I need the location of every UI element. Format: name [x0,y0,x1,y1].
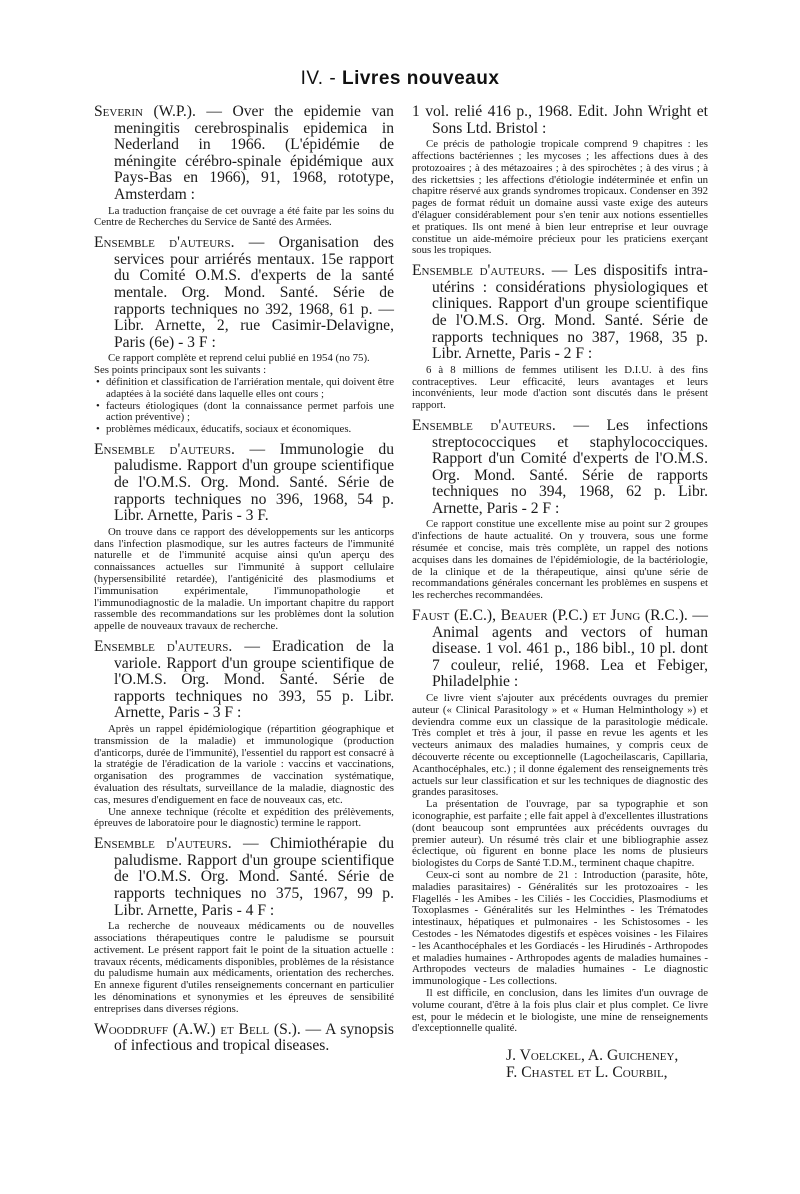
book-entry [412,608,708,1035]
entry-summary [94,724,394,830]
summary-paragraph: La recherche de nouveaux médicaments ou de nouvelles associations thérapeutiques contre le paludisme se poursuit activement. Le présent rapport fait le point de la situation actuelle : travaux récents, médicaments disponibles, problèmes de la résistance du paludisme humain aux médicaments, orientation des recherches. En annexe figurent d'utiles renseignements concernant en particulier les dénominations et synonymies et les épreuves de sensibilité entreprises dans diverses régions. [94,920,394,1015]
entry-reference: — A synopsis of infectious and tropical diseases. [114,1020,394,1055]
entry-heading [412,608,708,691]
book-entry [412,263,708,412]
entry-summary [94,353,394,436]
book-entry [94,1022,394,1055]
entry-heading [412,263,708,363]
entry-reference: — Over the epidemie van meningitis cerebrospinalis epidemica in Nederland in 1966. (L'épidémie de méningite cérébro-spinale épidémique aux Pays-Bas en 1966), 91, 1968, rototype, Amsterdam : [114,103,394,203]
entry-reference: — Animal agents and vectors of human disease. 1 vol. 461 p., 186 bibl., 10 pl. dont 7 couleur, relié, 1968. Lea et Febiger, Philadelphie : [432,607,709,691]
entry-author: Ensemble d'auteurs. [412,262,545,280]
entry-heading [94,836,394,919]
summary-paragraph: Ce rapport constitue une excellente mise au point sur 2 groupes d'infections de haute actualité. On y trouvera, sous une forme résumée et concise, mais très complète, un rappel des notions acquises dans les domaines de l'épidémiologie, de la bactériologie, de la clinique et de la thérapeutique, ainsi qu'une série de recommandations générales concernant les problèmes en suspens et les recherches recommandées. [412,518,708,602]
entry-summary [412,139,708,257]
title-dash: - [329,68,337,89]
summary-paragraph: Ce livre vient s'ajouter aux précédents ouvrages du premier auteur (« Clinical Parasitology » et « Human Helminthology ») et deviendra comme eux un classique de la parasitologie médicale. Très complet et très à jour, il passe en revue les agents et les vecteurs animaux des maladies humaines, y compris ceux de découverte récente ou exceptionnelle (Lagocheilascaris, Capillaria, Acanthocéphales, etc.) ; il donne également des renseignements très actuels sur leur classification et sur les techniques de diagnostic des grandes parasitoses. [412,692,708,799]
entry-author: Ensemble d'auteurs. [94,234,235,252]
entry-reference: — Chimiothérapie du paludisme. Rapport d'un groupe scientifique de l'O.M.S. Org. Mond. Santé. Série de rapports techniques no 375, 1967, 99 p. Libr. Arnette, Paris - 4 F : [114,835,395,919]
summary-paragraph: Une annexe technique (récolte et expédition des prélèvements, épreuves de laboratoire pour le diagnostic) termine le rapport. [94,805,394,830]
book-entry [94,836,394,1015]
summary-paragraph: Il est difficile, en conclusion, dans les limites d'un ouvrage de volume courant, d'être à la fois plus clair et plus complet. Ce livre est, pour le médecin et le biologiste, une mine de renseignements d'exceptionnelle qualité. [412,986,708,1035]
summary-paragraph: 6 à 8 millions de femmes utilisent les D.I.U. à des fins contraceptives. Leur efficacité, leurs avantages et leurs inconvénients, leur mode d'action sont discutés dans le présent rapport. [412,363,708,412]
book-entry-continued [412,104,708,257]
signature-line: F. Chastel et L. Courbil, [506,1064,668,1082]
reviewers-signature [412,1047,708,1081]
entry-reference: — Les dispositifs intra-utérins : considérations physiologiques et cliniques. Rapport d'un groupe scientifique de l'O.M.S. Org. Mond. Santé. Série de rapports techniques no 387, 1968, 35 p. Libr. Arnette, Paris - 2 F : [432,262,709,363]
summary-paragraph: Après un rappel épidémiologique (répartition géographique et transmission de la maladie) et immunologique (production d'anticorps, durée de l'immunité), l'essentiel du rapport est consacré à la stratégie de l'éradication de la variole : vaccins et vaccinations, organisation des programmes de vaccination systématique, évaluation des résultats, surveillance de la maladie, diagnostic des cas, mesures d'endiguement en face de nouveaux cas, etc. [94,723,394,806]
book-entry [94,104,394,229]
entry-heading [412,418,708,518]
book-entry [94,235,394,436]
summary-paragraph: La traduction française de cet ouvrage a été faite par les soins du Centre de Recherches du Service de Santé des Armées. [94,204,394,229]
entry-author: Wooddruff (A.W.) et Bell (S.). [94,1020,301,1038]
page-title [0,68,800,90]
entry-heading [94,639,394,722]
entry-author: Ensemble d'auteurs. [94,638,233,656]
entry-reference: — Immunologie du paludisme. Rapport d'un groupe scientifique de l'O.M.S. Org. Mond. Santé. Série de rapports techniques no 396, 1968, 54 p. Libr. Arnette, Paris - 3 F. [114,440,395,525]
entry-heading [94,442,394,525]
entry-reference: — Eradication de la variole. Rapport d'un groupe scientifique de l'O.M.S. Org. Mond. Santé. Série de rapports techniques no 393, 55 p. Libr. Arnette, Paris - 3 F : [114,638,395,722]
entry-reference: — Organisation des services pour arriérés mentaux. 15e rapport du Comité O.M.S. d'experts de la santé mentale. Org. Mond. Santé. Série de rapports techniques no 392, 1968, 61 p. — Libr. Arnette, 2, rue Casimir-Delavigne, Paris (6e) - 3 F : [114,234,394,351]
book-entry [94,639,394,830]
entry-heading [94,235,394,351]
right-column [412,104,708,1081]
entry-summary [412,519,708,602]
entry-summary [412,693,708,1035]
summary-paragraph: Ses points principaux sont les suivants : [94,364,267,377]
entry-heading [94,104,394,204]
summary-paragraph: Ce précis de pathologie tropicale comprend 9 chapitres : les affections bactériennes ; les mycoses ; les affections dues à des protozoaires ; à des métazoaires ; à des spirochètes ; à des virus ; à des rickettsies ; les affections d'étiologie indéterminée et enfin un chapitre réservé aux grands syndromes tropicaux. Condenser en 392 pages de format réduit un domaine aussi vaste exige des auteurs d'élaguer considérablement pour s'en tenir aux notions essentielles et pratiques. Ils ont mené à bien leur entreprise et leur ouvrage constitue un aide-mémoire précieux pour les praticiens exerçant sous les tropiques. [412,138,708,257]
entry-author: Faust (E.C.), Beauer (P.C.) et Jung (R.C.). [412,607,688,625]
summary-paragraph: Ce rapport complète et reprend celui publié en 1954 (no 75). [108,352,370,365]
signature-line: J. Voelckel, A. Guicheney, [506,1047,679,1065]
section-title: Livres nouveaux [341,68,500,89]
entry-reference: — Les infections streptococciques et staphylococciques. Rapport d'un Comité d'experts de l'O.M.S. Org. Mond. Santé. Série de rapports techniques no 394, 1968, 62 p. Libr. Arnette, Paris - 2 F : [432,416,708,517]
entry-summary [412,365,708,412]
bullet-list [94,377,394,436]
entry-summary [94,921,394,1015]
entry-summary [94,206,394,230]
bullet-item: • définition et classification de l'arriération mentale, qui doivent être adaptées à la société dans laquelle elles ont cours ; [96,377,394,401]
book-entry [94,442,394,633]
left-column [94,104,394,1061]
entry-author: Ensemble d'auteurs. [94,835,232,853]
entry-reference: 1 vol. relié 416 p., 1968. Edit. John Wright et Sons Ltd. Bristol : [412,103,708,137]
summary-paragraph: Ceux-ci sont au nombre de 21 : Introduction (parasite, hôte, maladies parasitaires) - Généralités sur les protozoaires - les Flagellés - les Amibes - les Ciliés - les Coccidies, Plasmodiums et Toxoplasmes - Généralités sur les Helminthes - les Trématodes intestinaux, hépatiques et pulmonaires - les Schistosomes - les Cestodes - les Nématodes digestifs et espèces voisines - les Filaires - les Acanthocéphales et les Gordiacés - les Hirudinés - Arthropodes et maladies humaines - Arthropodes agents de maladies humaines - Arthropodes vecteurs de maladies humaines - Le diagnostic immunologique - Les collections. [412,868,708,988]
entry-summary [94,527,394,633]
book-entry [412,418,708,602]
entry-author: Ensemble d'auteurs. [94,440,235,458]
entry-author: Ensemble d'auteurs. [412,416,556,434]
entry-heading [94,1022,394,1055]
bullet-item: • facteurs étiologiques (dont la connaissance permet parfois une action préventive) ; [96,401,394,425]
summary-paragraph: La présentation de l'ouvrage, par sa typographie et son iconographie, est parfaite ; elle fait appel à d'excellentes illustrations (dont beaucoup sont empruntées aux précédents ouvrages du premier auteur). Un résumé très clair et une bibliographie assez éclectique, où figurent en bonne place les noms de plusieurs biologistes du Corps de Santé T.D.M., terminent chaque chapitre. [412,798,708,870]
bullet-item: • problèmes médicaux, éducatifs, sociaux et économiques. [96,424,394,436]
summary-paragraph: On trouve dans ce rapport des développements sur les anticorps dans l'infection plasmodique, sur les autres facteurs de l'immunité naturelle et de l'immunité acquise ainsi qu'un aperçu des connaissances actuelles sur l'immunité à support cellulaire (hypersensibilité retardée), l'antigénicité des plasmodiums et l'immunisation expérimentale, l'immunopathologie et l'immunodiagnostic de la maladie. Un important chapitre du rapport rassemble des recommandations sur les problèmes dont la solution appelle de nouveaux travaux de recherche. [94,525,394,633]
entry-author: Severin (W.P.). [94,103,196,120]
section-number: IV. [300,68,324,89]
